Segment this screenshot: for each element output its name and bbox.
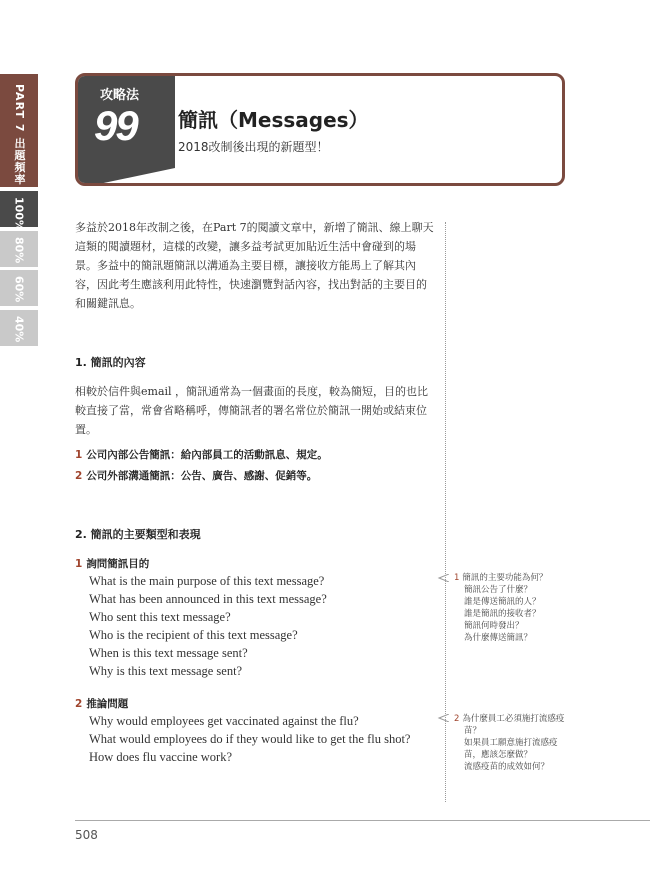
strategy-banner	[75, 73, 565, 186]
page-number: 508	[75, 828, 98, 842]
frequency-tab-60: 60%	[0, 270, 38, 306]
list-item: 1 公司內部公告簡訊：給內部員工的活動訊息、規定。	[75, 449, 328, 461]
question-line: Who sent this text message?	[89, 610, 231, 624]
frequency-tab-40: 40%	[0, 310, 38, 346]
question-line: Who is the recipient of this text message?	[89, 628, 298, 642]
frequency-tab-80: 80%	[0, 231, 38, 267]
question-line: When is this text message sent?	[89, 646, 248, 660]
page-title: 簡訊（Messages）	[178, 108, 369, 132]
intro-paragraph: 多益於2018年改制之後，在Part 7的閱讀文章中，新增了簡訊、線上聊天這類的閱讀題材，這樣的改變，讓多益考試更加貼近生活中會碰到的場景。多益中的簡訊題簡訊以溝通為主要目標，讓接收方能馬上了解其內容，因此考生應該利用此特性，快速瀏覽對話內容，找出對話的主要目的和關鍵訊息。	[75, 221, 434, 310]
chevron-left-icon	[437, 574, 449, 582]
section-heading-2: 2. 簡訊的主要類型和表現	[75, 528, 201, 541]
question-line: What would employees do if they would like to get the flu shot?	[89, 732, 411, 746]
badge-label: 攻略法	[100, 88, 140, 103]
translation-notes-2: 2 為什麼員工必須施打流感疫 苗？ 如果員工願意施打流感疫 苗，應該怎麼做？ 流感疫苗的成效如何？	[454, 714, 565, 772]
question-line: Why is this text message sent?	[89, 664, 243, 678]
question-line: How does flu vaccine work?	[89, 750, 233, 764]
translation-notes-1: 1 簡訊的主要功能為何？ 簡訊公告了什麼？ 誰是傳送簡訊的人？ 誰是簡訊的接收者？ 簡訊何時發出？ 為什麼傳送簡訊？	[454, 573, 548, 643]
chevron-left-icon	[437, 714, 449, 722]
part-tab: PART 7 出題頻率	[0, 74, 38, 187]
question-line: What has been announced in this text message?	[89, 592, 327, 606]
section-heading-1: 1. 簡訊的內容	[75, 356, 146, 369]
list-item: 2 公司外部溝通簡訊：公告、廣告、感謝、促銷等。	[75, 470, 318, 482]
group-title-1: 1 詢問簡訊目的	[75, 558, 150, 570]
frequency-tab-100: 100%	[0, 191, 38, 227]
footer-rule	[75, 820, 650, 821]
question-line: Why would employees get vaccinated against the flu?	[89, 714, 359, 728]
section-1-paragraph: 相較於信件與email ，簡訊通常為一個畫面的長度，較為簡短，目的也比較直接了當，常會省略稱呼，傳簡訊者的署名常位於簡訊一開始或結束位置。	[75, 385, 429, 436]
page-subtitle: 2018改制後出現的新題型！	[178, 140, 329, 154]
badge-number: 99	[94, 102, 137, 149]
group-title-2: 2 推論問題	[75, 698, 129, 710]
question-line: What is the main purpose of this text message?	[89, 574, 325, 588]
